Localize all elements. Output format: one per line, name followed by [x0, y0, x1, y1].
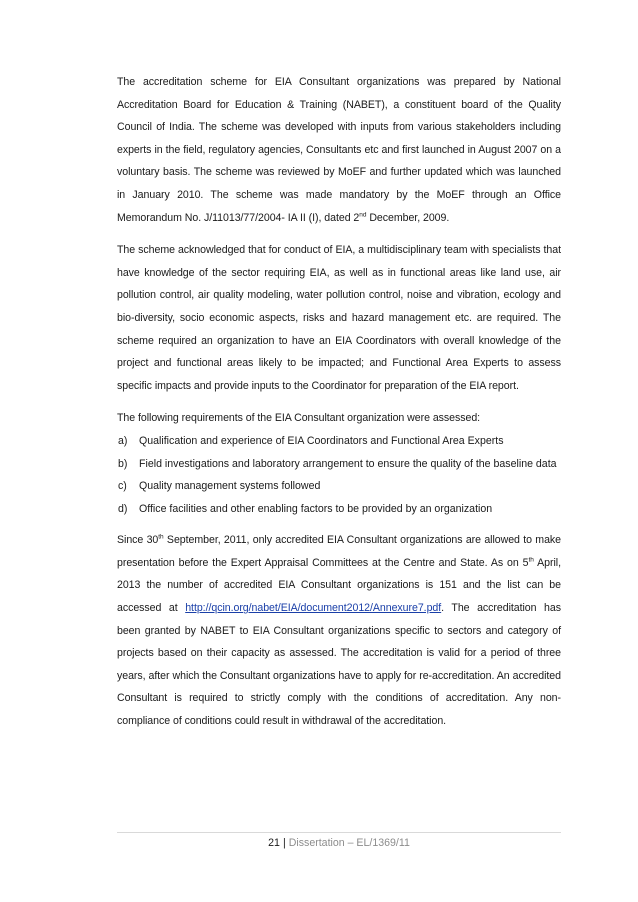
list-item-text: Quality management systems followed — [139, 480, 321, 493]
list-item — [118, 430, 561, 453]
list-marker: a) — [118, 434, 128, 447]
p1-text-end: December, 2009. — [366, 211, 450, 224]
p3-text-1: Since 30 — [117, 534, 159, 547]
page-body — [117, 71, 561, 742]
p3-text-4: . The accreditation has been granted by NABET to EIA Consultant organizations specific to sectors and category of projects based on their capacity as assessed. The accreditation is valid for a period of three years, after which the Consultant organizations have to apply for re-accreditation. An accredited Consultant is required to strictly comply with the conditions of accreditation. Any non-compliance of conditions could result in withdrawal of the accreditation. — [117, 602, 561, 728]
p3-superscript-1: th — [158, 533, 164, 541]
footer-document-title: Dissertation – EL/1369/11 — [288, 837, 410, 849]
list-item — [118, 498, 561, 521]
list-item — [118, 453, 561, 476]
requirements-intro: The following requirements of the EIA Consultant organization were assessed: — [117, 412, 481, 425]
p3-superscript-2: th — [528, 556, 534, 564]
list-marker: c) — [118, 480, 127, 493]
page-number: 21 — [268, 837, 280, 849]
footer-divider — [117, 832, 561, 833]
list-marker: b) — [118, 457, 128, 470]
p3-text-2: September, 2011, only accredited EIA Consultant organizations are allowed to make presentation before the Expert Appraisal Committees at the Centre and State. As on 5 — [117, 534, 561, 569]
page-footer — [117, 836, 561, 850]
list-item-text: Field investigations and laboratory arrangement to ensure the quality of the baseline data — [139, 457, 557, 470]
annexure-link[interactable]: http://qcin.org/nabet/EIA/document2012/Annexure7.pdf — [185, 602, 442, 615]
requirements-list — [117, 430, 561, 520]
paragraph-multidisciplinary-team: The scheme acknowledged that for conduct of EIA, a multidisciplinary team with specialists that have knowledge of the sector requiring EIA, as well as in functional areas like land use, air pollution control, air quality modeling, water pollution control, noise and vibration, ecology and bio-diversity, socio economic aspects, risks and hazard management etc. are required. The scheme required an organization to have an EIA Coordinators with overall knowledge of the project and functional areas likely to be impacted; and Functional Area Experts to assess specific impacts and provide inputs to the Coordinator for preparation of the EIA report. — [117, 244, 561, 392]
list-item — [118, 475, 561, 498]
list-item-text: Office facilities and other enabling factors to be provided by an organization — [139, 502, 493, 515]
p1-superscript: nd — [359, 211, 367, 219]
p1-text: The accreditation scheme for EIA Consultant organizations was prepared by National Accreditation Board for Education & Training (NABET), a constituent board of the Quality Council of India. The scheme was developed with inputs from various stakeholders including experts in the field, regulatory agencies, Consultants etc and first launched in August 2007 on a voluntary basis. The scheme was reviewed by MoEF and further updated which was launched in January 2010. The scheme was made mandatory by the MoEF through an Office Memorandum No. J/11013/77/2004- IA II (I), dated 2 — [117, 76, 561, 224]
list-marker: d) — [118, 502, 128, 515]
p3-text-3: April, 2013 the number of accredited EIA Consultant organizations is 151 and the list can be accessed at — [117, 556, 561, 615]
paragraph-accredited-consultants — [117, 529, 561, 732]
footer-separator: | — [282, 837, 286, 849]
list-item-text: Qualification and experience of EIA Coordinators and Functional Area Experts — [139, 434, 504, 447]
paragraph-accreditation-scheme — [117, 71, 561, 229]
